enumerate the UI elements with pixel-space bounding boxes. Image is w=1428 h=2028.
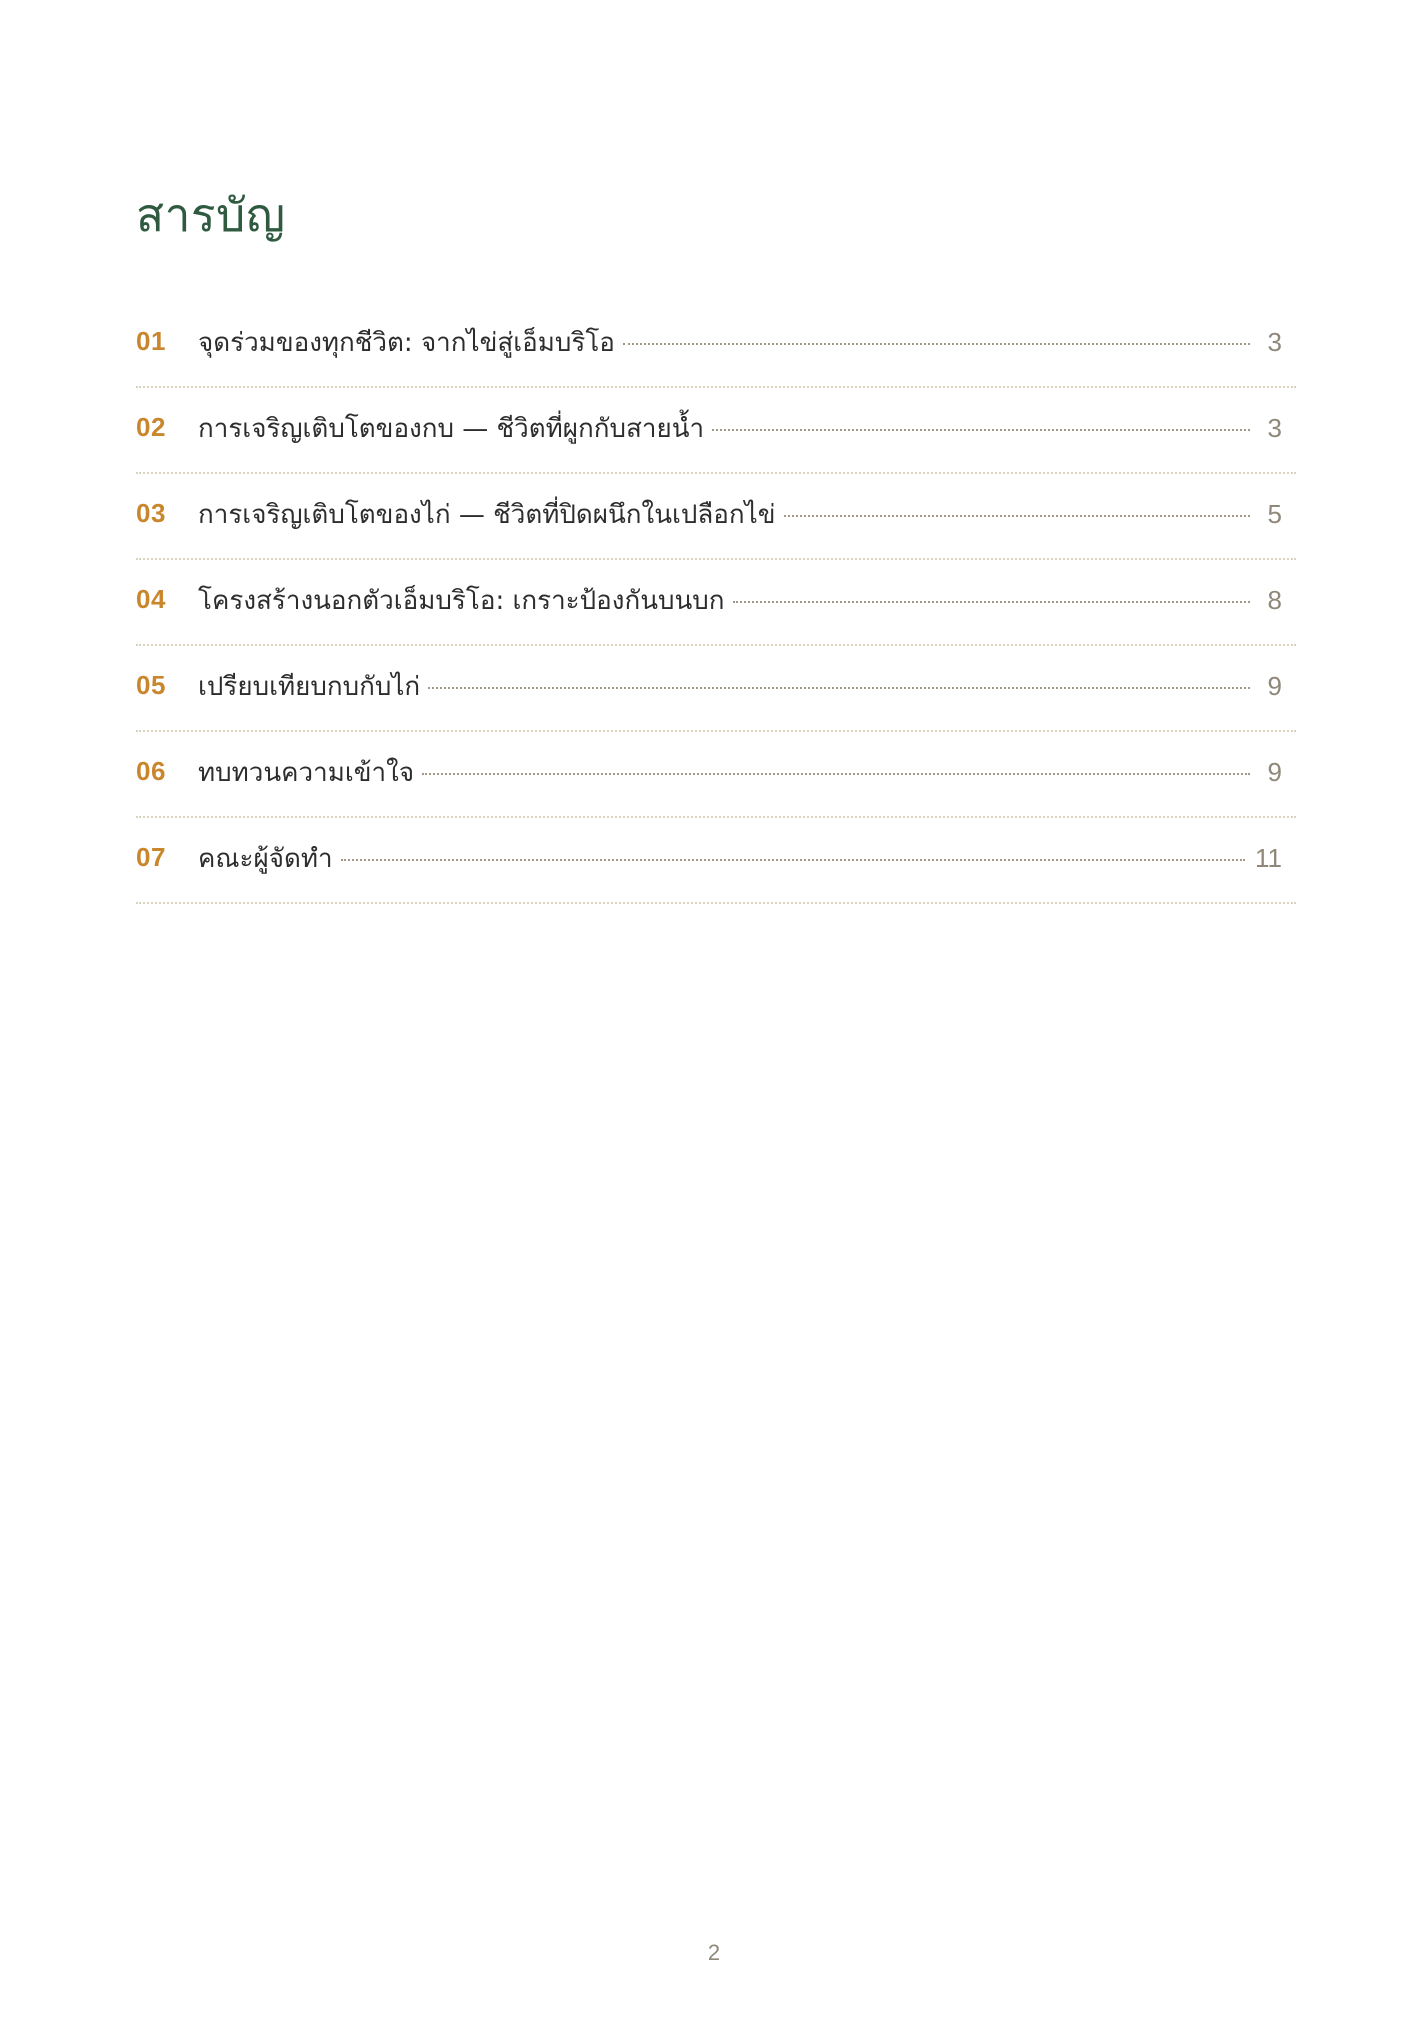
toc-entry-title[interactable]: ทบทวนความเข้าใจ (198, 758, 415, 788)
toc-entry-page: 11 (1255, 843, 1282, 873)
toc-entry-page: 9 (1267, 671, 1282, 701)
dot-leader (428, 687, 1250, 689)
toc-entry-number: 07 (136, 842, 166, 872)
toc-entry-page: 8 (1267, 585, 1282, 615)
toc-entry-line (198, 322, 1282, 363)
dot-leader (341, 859, 1245, 861)
toc-entry-number: 02 (136, 412, 166, 442)
toc-entry-number: 05 (136, 670, 166, 700)
dot-leader (712, 429, 1250, 431)
toc-entry-06[interactable] (136, 732, 1296, 818)
toc-entry-page: 3 (1267, 327, 1282, 357)
toc-entry-line (198, 580, 1282, 621)
toc-entry-02[interactable] (136, 388, 1296, 474)
toc-entry-line (198, 752, 1282, 793)
toc-entry-page: 3 (1267, 413, 1282, 443)
toc-entry-number: 03 (136, 498, 166, 528)
toc-entry-page: 9 (1267, 757, 1282, 787)
toc-entry-title[interactable]: คณะผู้จัดทำ (198, 844, 333, 874)
toc-entry-title[interactable]: การเจริญเติบโตของกบ — ชีวิตที่ผูกกับสายน้ำ (198, 414, 705, 444)
dot-leader (422, 773, 1250, 775)
page-title: สารบัญ (136, 188, 286, 242)
dot-leader (623, 343, 1250, 345)
dot-leader (784, 515, 1250, 517)
toc-entry-title[interactable]: จุดร่วมของทุกชีวิต: จากไข่สู่เอ็มบริโอ (198, 328, 615, 358)
toc-entry-number: 04 (136, 584, 166, 614)
toc-entry-line (198, 494, 1282, 535)
toc-entry-line (198, 838, 1282, 879)
toc-entry-number: 01 (136, 326, 166, 356)
toc-entry-04[interactable] (136, 560, 1296, 646)
toc-entry-page: 5 (1267, 499, 1282, 529)
page-number: 2 (707, 1940, 721, 1965)
toc-entry-title[interactable]: การเจริญเติบโตของไก่ — ชีวิตที่ปิดผนึกในเปลือกไข่ (198, 500, 776, 530)
table-of-contents (136, 302, 1296, 904)
toc-entry-07[interactable] (136, 818, 1296, 904)
toc-entry-05[interactable] (136, 646, 1296, 732)
dot-leader (733, 601, 1251, 603)
toc-entry-title[interactable]: โครงสร้างนอกตัวเอ็มบริโอ: เกราะป้องกันบนบก (198, 586, 725, 616)
toc-entry-01[interactable] (136, 302, 1296, 388)
toc-entry-line (198, 408, 1282, 449)
toc-entry-title[interactable]: เปรียบเทียบกบกับไก่ (198, 672, 421, 702)
toc-entry-number: 06 (136, 756, 166, 786)
toc-entry-line (198, 666, 1282, 707)
toc-entry-03[interactable] (136, 474, 1296, 560)
